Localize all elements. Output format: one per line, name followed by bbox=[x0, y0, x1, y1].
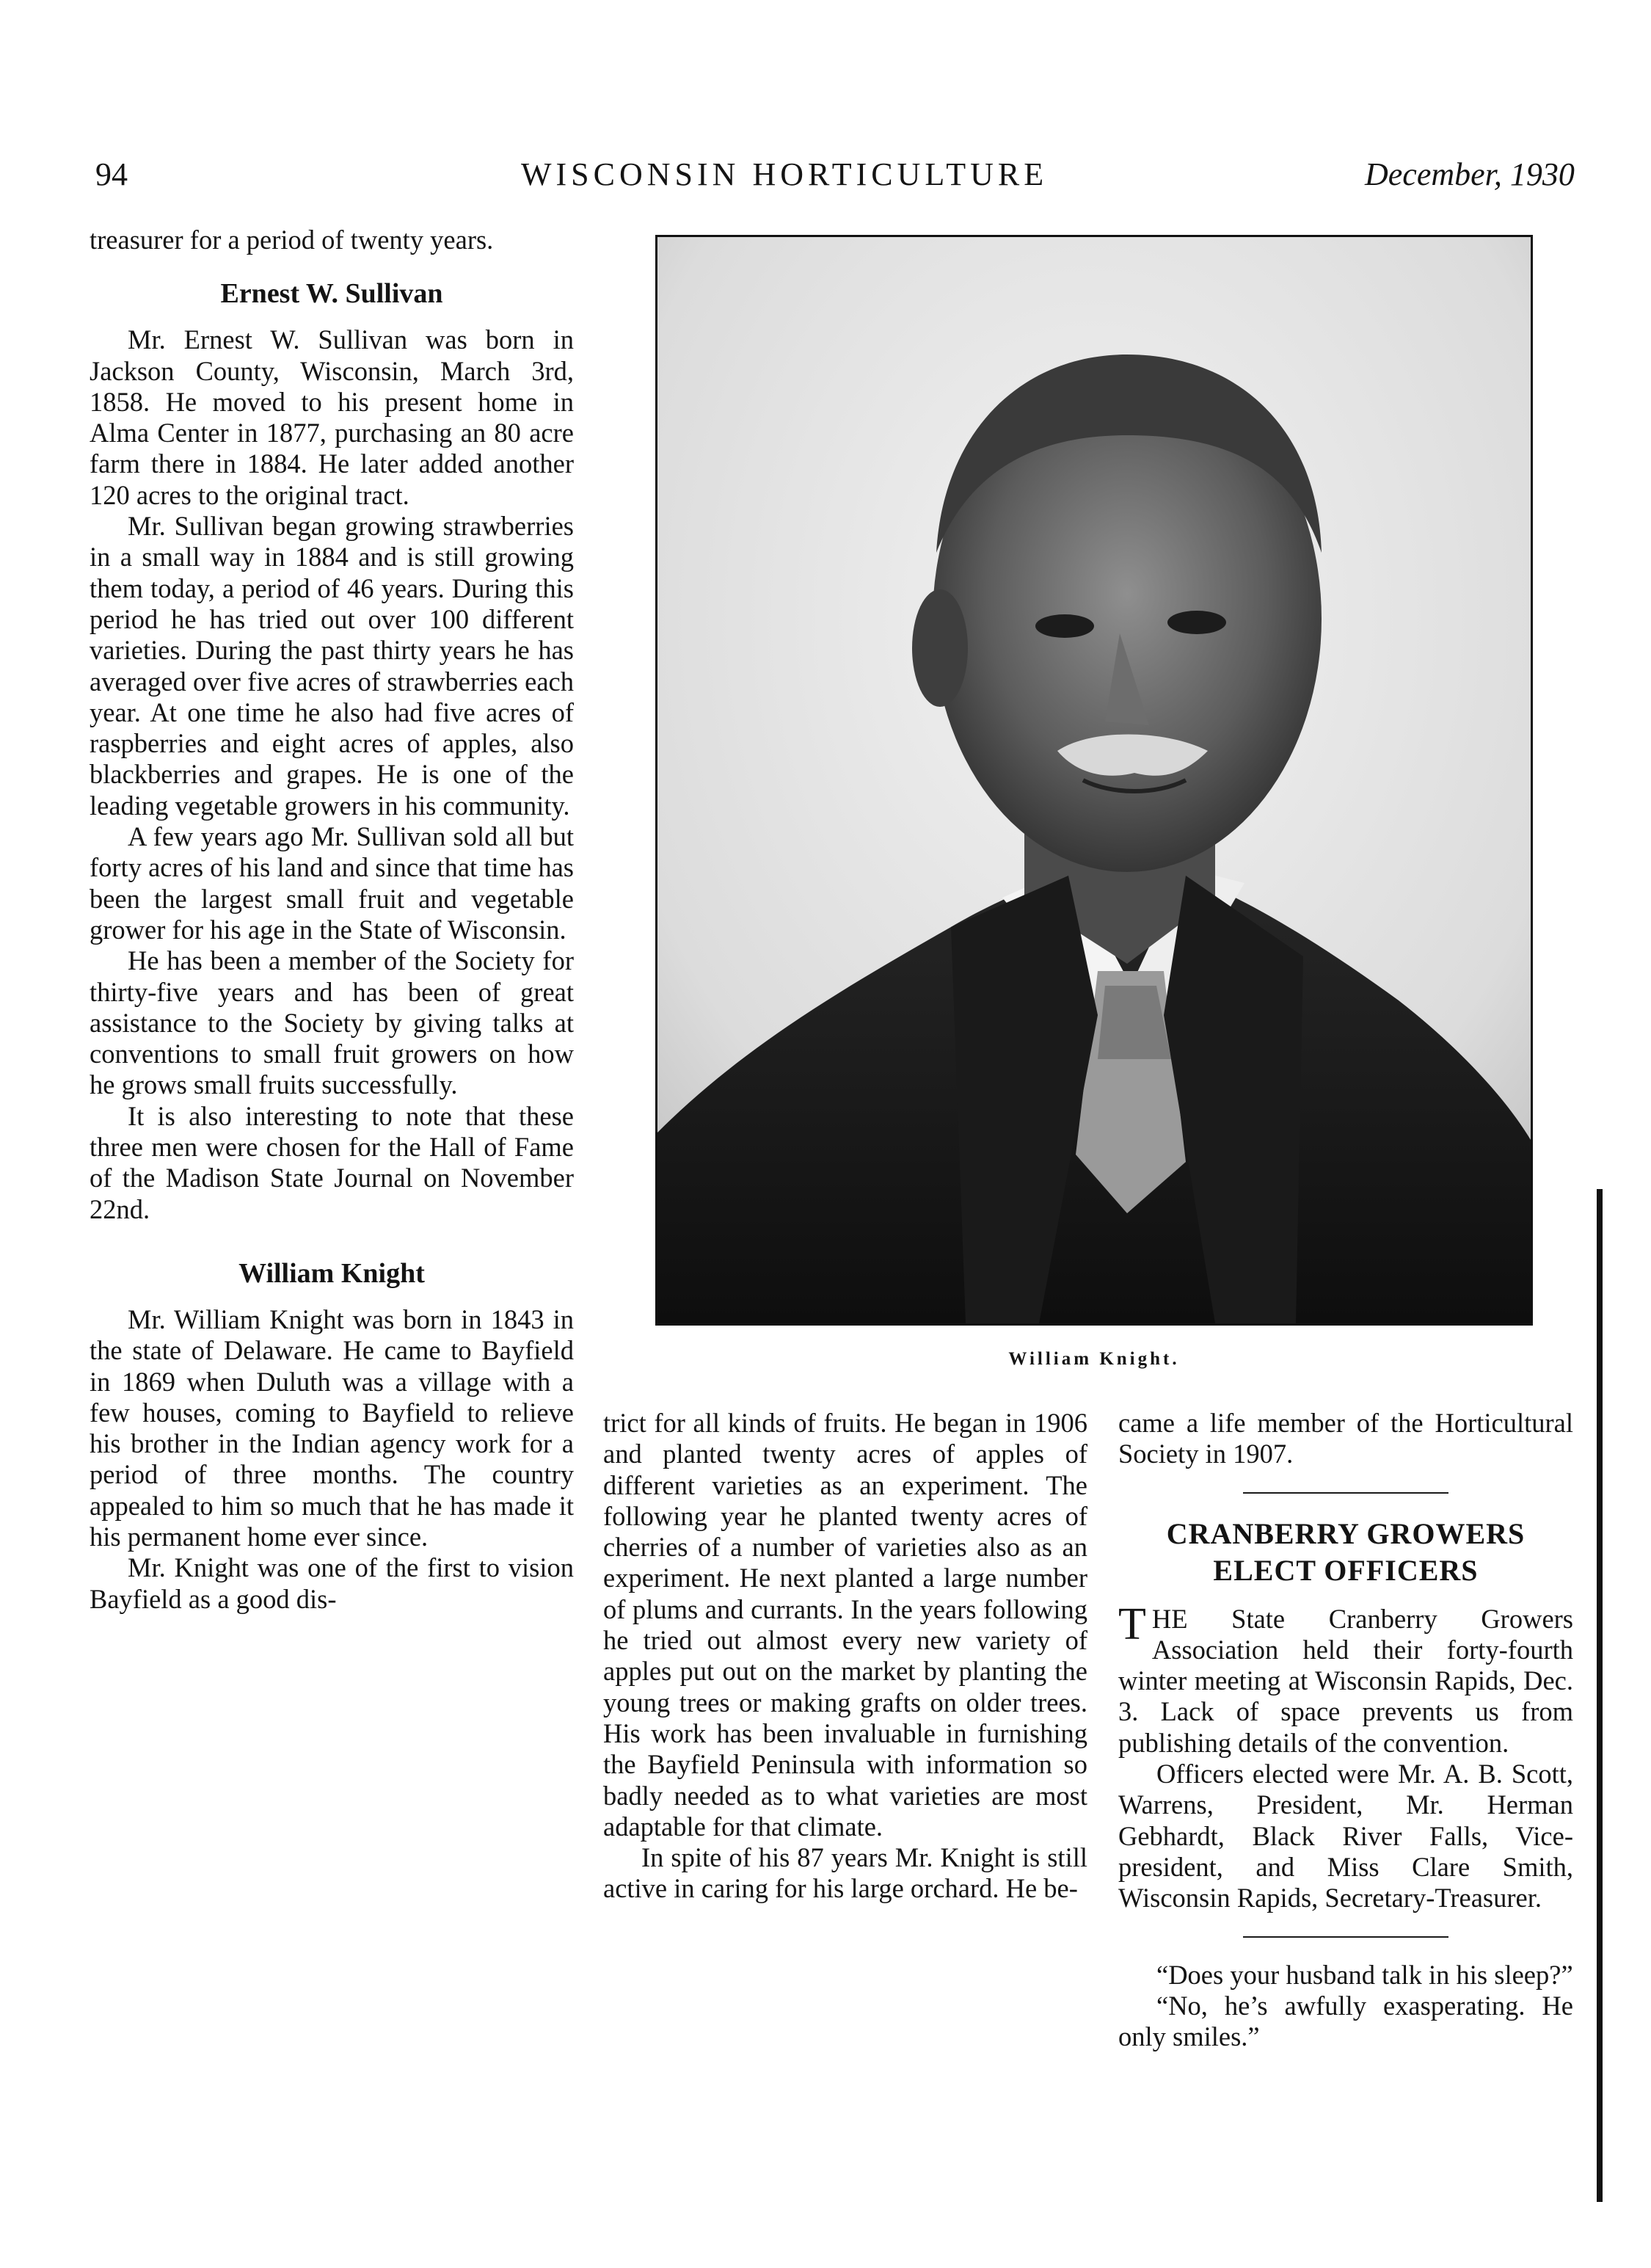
joke-answer: “No, he’s awfully exasperating. He only smiles.” bbox=[1118, 1990, 1573, 2052]
sullivan-paragraph-4: He has been a member of the Society for thirty-five years and has been of great assistance to the Society by giving talks at conventions to small fruit growers on how he grows small fruits successfully. bbox=[90, 945, 574, 1100]
drop-cap: T bbox=[1118, 1599, 1146, 1649]
column-middle bbox=[603, 1408, 1087, 1905]
sullivan-paragraph-2: Mr. Sullivan began growing strawberries in a small way in 1884 and is still growing them today, a period of 46 years. During this period he has tried out over 100 different varieties. During the past thirty years he has averaged over five acres of strawberries each year. At one time he also had five acres of raspberries and eight acres of apples, also blackberries and grapes. He is one of the leading vegetable growers in his community. bbox=[90, 511, 574, 821]
joke-question: “Does your husband talk in his sleep?” bbox=[1156, 1959, 1573, 1990]
sullivan-paragraph-3: A few years ago Mr. Sullivan sold all but forty acres of his land and since that time has been the largest small fruit and vegetable grower for his age in the State of Wisconsin. bbox=[90, 821, 574, 945]
knight-paragraph-2: Mr. Knight was one of the first to vision Bayfield as a good dis- bbox=[90, 1552, 574, 1614]
knight-paragraph-3: In spite of his 87 years Mr. Knight is still active in caring for his large orchard. He be- bbox=[603, 1842, 1087, 1904]
sullivan-heading: Ernest W. Sullivan bbox=[220, 278, 443, 310]
knight-paragraph-3-continued: came a life member of the Horticultural Society in 1907. bbox=[1118, 1408, 1573, 1469]
column-left bbox=[90, 225, 574, 1615]
cranberry-paragraph-1-text: HE State Cranberry Growers Association held their forty-fourth winter meeting at Wisconsin Rapids, Dec. 3. Lack of space prevents us from publishing details of the convention. bbox=[1118, 1603, 1573, 1758]
portrait-illustration bbox=[657, 237, 1531, 1323]
cranberry-paragraph-2: Officers elected were Mr. A. B. Scott, Warrens, President, Mr. Herman Gebhardt, Black River Falls, Vice-president, and Miss Clare Smith, Wisconsin Rapids, Secretary-Treasurer. bbox=[1118, 1759, 1573, 1913]
cranberry-paragraph-1 bbox=[1118, 1599, 1573, 1759]
issue-date: December, 1930 bbox=[1365, 156, 1575, 192]
journal-title: WISCONSIN HORTICULTURE bbox=[521, 156, 1049, 192]
cranberry-heading-line-1: CRANBERRY GROWERS bbox=[1166, 1516, 1526, 1550]
intro-paragraph: treasurer for a period of twenty years. bbox=[90, 225, 494, 255]
margin-bar bbox=[1597, 1189, 1603, 2202]
sullivan-paragraph-5: It is also interesting to note that these three men were chosen for the Hall of Fame of the Madison State Journal on November 22nd. bbox=[90, 1100, 574, 1224]
photo-caption: William Knight. bbox=[1008, 1349, 1180, 1369]
knight-paragraph-2-continued: trict for all kinds of fruits. He began in 1906 and planted twenty acres of apples of different varieties as an experiment. The following year he planted twenty acres of cherries of a number of varieties also as an experiment. He next planted a large number of plums and currants. In the years following he tried out almost every new variety of apples put out on the market by planting the young trees or making grafts on older trees. His work has been invaluable in furnishing the Bayfield Peninsula with information so badly needed as to what varieties are most adaptable for that climate. bbox=[603, 1408, 1087, 1842]
knight-heading: William Knight bbox=[238, 1257, 425, 1289]
cranberry-heading-line-2: ELECT OFFICERS bbox=[1213, 1553, 1479, 1587]
sullivan-paragraph-1: Mr. Ernest W. Sullivan was born in Jackson County, Wisconsin, March 3rd, 1858. He moved to his present home in Alma Center in 1877, purchasing an 80 acre farm there in 1884. He later added another 120 acres to the original tract. bbox=[90, 324, 574, 510]
knight-paragraph-1: Mr. William Knight was born in 1843 in the state of Delaware. He came to Bayfield in 1869 when Duluth was a village with a few houses, coming to Bayfield to relieve his brother in the Indian agency work for a period of three months. The country appealed to him so much that he has made it his permanent home ever since. bbox=[90, 1304, 574, 1552]
page-number: 94 bbox=[95, 156, 128, 192]
column-right bbox=[1118, 1408, 1573, 2052]
portrait-photo bbox=[655, 235, 1533, 1326]
